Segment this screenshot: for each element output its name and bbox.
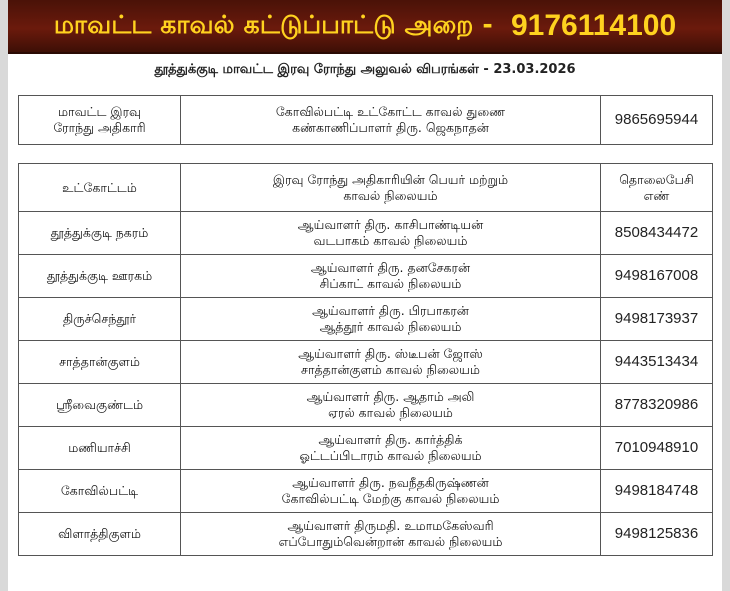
- phone-cell: 7010948910: [601, 427, 713, 470]
- document-subtitle: தூத்துக்குடி மாவட்ட இரவு ரோந்து அலுவல் விபரங்கள் - 23.03.2026: [154, 62, 576, 77]
- phone-cell: 9498167008: [601, 255, 713, 298]
- table-row: [19, 427, 713, 470]
- table-header-row: [19, 164, 713, 212]
- division-cell: ஸ்ரீவைகுண்டம்: [19, 384, 181, 427]
- header-officer-line1: இரவு ரோந்து அதிகாரியின் பெயர் மற்றும்: [272, 171, 509, 187]
- district-officer-name: [181, 96, 601, 145]
- officer-name: ஆய்வாளர் திரு. கார்த்திக்: [318, 432, 463, 447]
- district-officer-name-line2: கண்காணிப்பாளர் திரு. ஜெகநாதன்: [292, 120, 489, 135]
- officer-cell: [181, 255, 601, 298]
- division-cell: சாத்தான்குளம்: [19, 341, 181, 384]
- district-officer-name-line1: கோவில்பட்டி உட்கோட்ட காவல் துணை: [275, 104, 506, 119]
- police-station: கோவில்பட்டி மேற்கு காவல் நிலையம்: [281, 491, 500, 506]
- header-phone-line2: எண்: [643, 187, 670, 203]
- header-phone-line1: தொலைபேசி: [619, 171, 694, 187]
- table-row: [19, 470, 713, 513]
- officer-cell: [181, 513, 601, 556]
- division-cell: திருச்செந்தூர்: [19, 298, 181, 341]
- banner-phone-number: 9176114100: [510, 9, 677, 42]
- phone-cell: 9498184748: [601, 470, 713, 513]
- table-row: [19, 212, 713, 255]
- patrol-details-table: [18, 163, 713, 556]
- district-officer-row: [19, 96, 713, 145]
- table-row: [19, 255, 713, 298]
- officer-cell: [181, 341, 601, 384]
- header-division: உட்கோட்டம்: [19, 164, 181, 212]
- police-station: வடபாகம் காவல் நிலையம்: [313, 233, 468, 248]
- header-phone: [601, 164, 713, 212]
- phone-cell: 9498173937: [601, 298, 713, 341]
- division-cell: விளாத்திகுளம்: [19, 513, 181, 556]
- police-station: ஆத்தூர் காவல் நிலையம்: [319, 319, 462, 334]
- table-row: [19, 384, 713, 427]
- police-station: சிப்காட் காவல் நிலையம்: [319, 276, 462, 291]
- officer-cell: [181, 384, 601, 427]
- officer-cell: [181, 470, 601, 513]
- phone-cell: 9443513434: [601, 341, 713, 384]
- district-officer-label-line1: மாவட்ட இரவு: [57, 104, 141, 119]
- officer-cell: [181, 298, 601, 341]
- police-station: சாத்தான்குளம் காவல் நிலையம்: [301, 362, 480, 377]
- table-row: [19, 298, 713, 341]
- police-station: ஓட்டப்பிடாரம் காவல் நிலையம்: [299, 448, 482, 463]
- district-officer-label: [19, 96, 181, 145]
- phone-cell: 9498125836: [601, 513, 713, 556]
- officer-name: ஆய்வாளர் திரு. பிரபாகரன்: [312, 303, 469, 318]
- header-officer-station: [181, 164, 601, 212]
- division-cell: கோவில்பட்டி: [19, 470, 181, 513]
- officer-name: ஆய்வாளர் திரு. நவநீதகிருஷ்ணன்: [292, 475, 489, 490]
- table-row: [19, 341, 713, 384]
- division-cell: தூத்துக்குடி நகரம்: [19, 212, 181, 255]
- officer-name: ஆய்வாளர் திரு. ஆதாம் அலி: [306, 389, 475, 404]
- officer-cell: [181, 427, 601, 470]
- table-row: [19, 513, 713, 556]
- header-officer-line2: காவல் நிலையம்: [343, 187, 438, 203]
- banner-title: மாவட்ட காவல் கட்டுப்பாட்டு அறை -: [53, 9, 493, 39]
- officer-name: ஆய்வாளர் திருமதி. உமாமகேஸ்வரி: [287, 518, 494, 533]
- officer-name: ஆய்வாளர் திரு. ஸ்டீபன் ஜோஸ்: [298, 346, 483, 361]
- district-officer-table: [18, 95, 713, 145]
- officer-cell: [181, 212, 601, 255]
- phone-cell: 8778320986: [601, 384, 713, 427]
- district-officer-label-line2: ரோந்து அதிகாரி: [53, 120, 146, 135]
- district-officer-phone: 9865695944: [601, 96, 713, 145]
- officer-name: ஆய்வாளர் திரு. தனசேகரன்: [310, 260, 471, 275]
- phone-cell: 8508434472: [601, 212, 713, 255]
- officer-name: ஆய்வாளர் திரு. காசிபாண்டியன்: [297, 217, 484, 232]
- division-cell: தூத்துக்குடி ஊரகம்: [19, 255, 181, 298]
- police-station: ஏரல் காவல் நிலையம்: [328, 405, 453, 420]
- police-station: எப்போதும்வென்றான் காவல் நிலையம்: [278, 534, 503, 549]
- division-cell: மணியாச்சி: [19, 427, 181, 470]
- control-room-banner: [8, 0, 722, 54]
